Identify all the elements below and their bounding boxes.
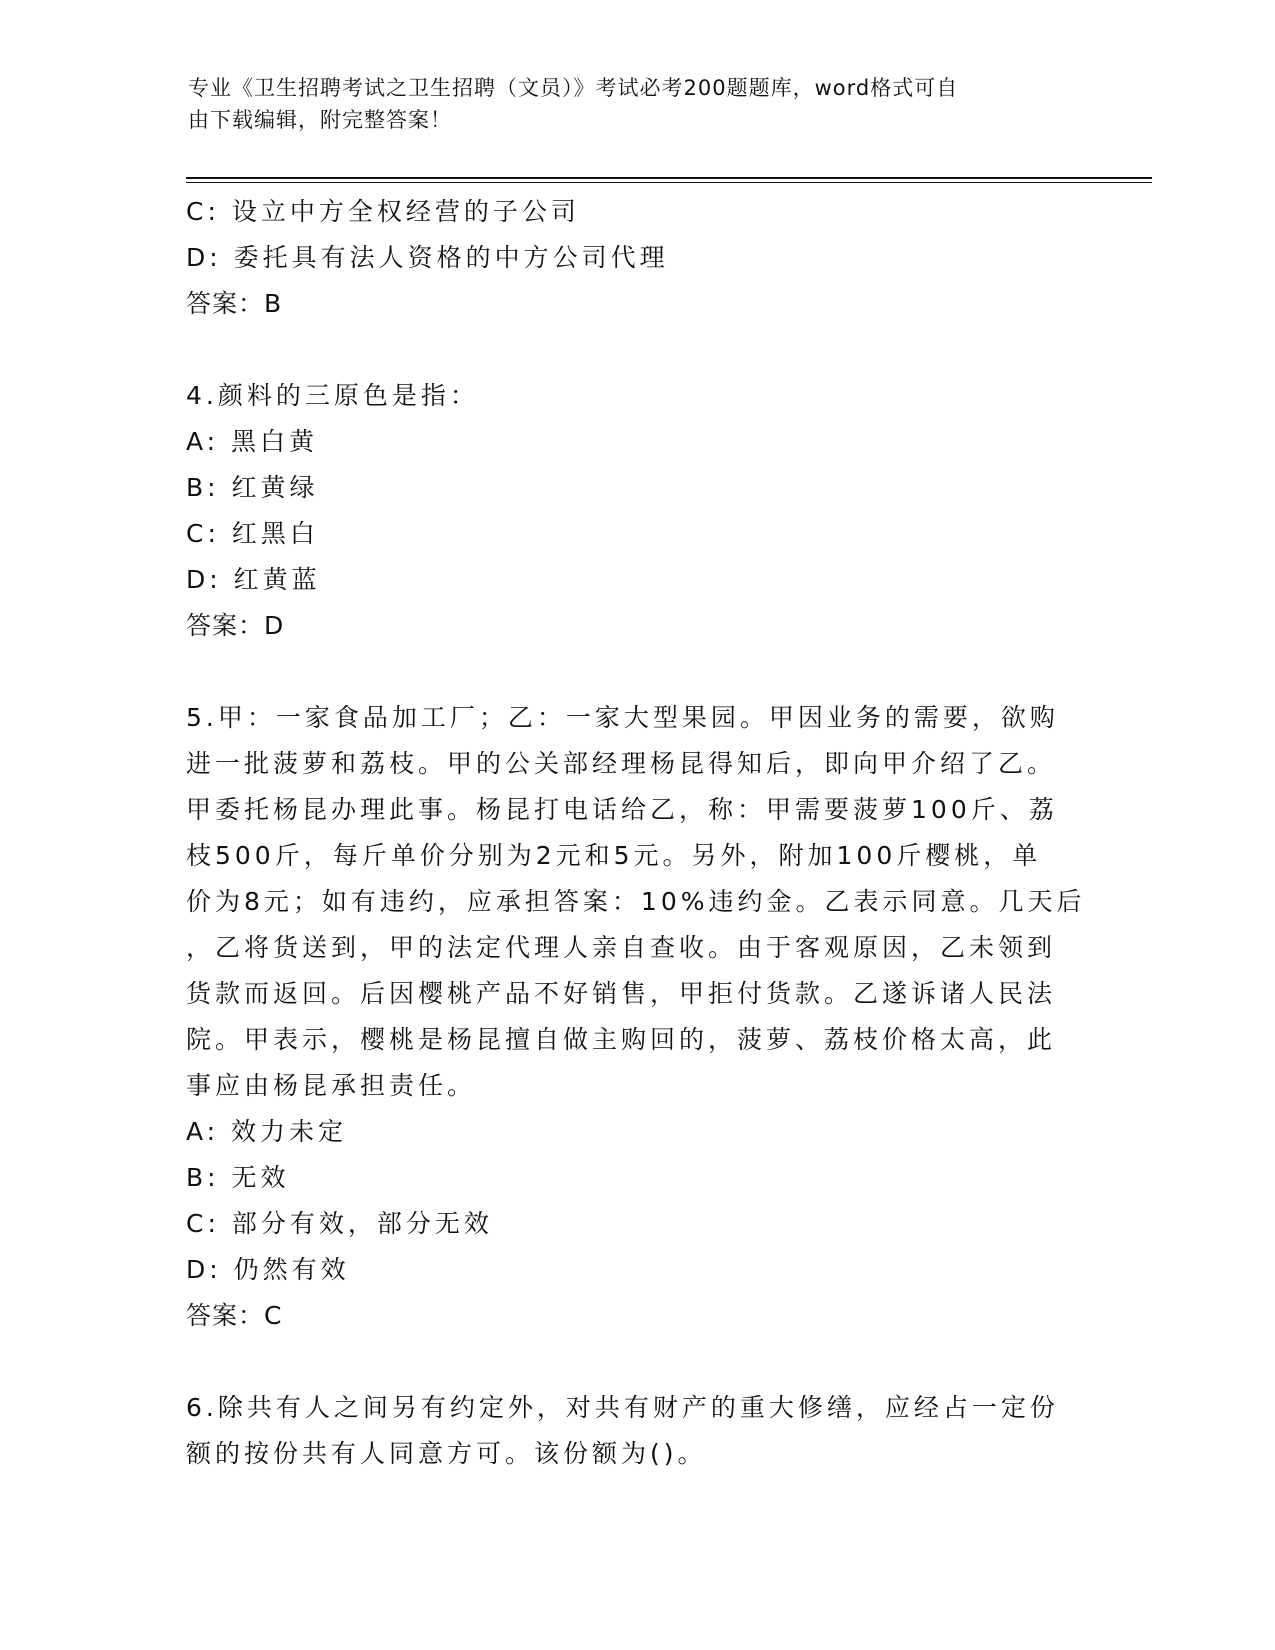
stem-line: 货款而返回。后因樱桃产品不好销售，甲拒付货款。乙遂诉诸人民法 (186, 979, 1057, 1008)
header-line: 由下载编辑，附完整答案！ (188, 108, 452, 132)
question-3 (186, 189, 1066, 327)
question-4 (186, 373, 1066, 649)
stem-line: 5.甲：一家食品加工厂；乙：一家大型果园。甲因业务的需要，欲购 (186, 703, 1059, 732)
option-c: C: 部分有效，部分无效 (186, 1209, 493, 1238)
option-a: A: 黑白黄 (186, 427, 319, 456)
spacer (186, 1339, 1066, 1385)
spacer (186, 649, 1066, 695)
question-stem (186, 1385, 1066, 1477)
stem-line: 额的按份共有人同意方可。该份额为()。 (186, 1439, 707, 1468)
header-divider-thin (186, 182, 1152, 183)
question-stem: 4.颜料的三原色是指： (186, 381, 479, 410)
spacer (186, 327, 1066, 373)
answer: 答案：D (186, 611, 285, 640)
answer: 答案：C (186, 1301, 283, 1330)
stem-line: 价为8元；如有违约，应承担答案：10%违约金。乙表示同意。几天后 (186, 887, 1086, 916)
option-c: C: 红黑白 (186, 519, 319, 548)
header-line: 专业《卫生招聘考试之卫生招聘（文员）》考试必考200题题库，word格式可自 (188, 76, 959, 100)
stem-line: ，乙将货送到，甲的法定代理人亲自查收。由于客观原因，乙未领到 (186, 933, 1057, 962)
option-b: B: 红黄绿 (186, 473, 319, 502)
option-c: C: 设立中方全权经营的子公司 (186, 197, 580, 226)
option-d: D: 仍然有效 (186, 1255, 350, 1284)
stem-line: 进一批菠萝和荔枝。甲的公关部经理杨昆得知后，即向甲介绍了乙。 (186, 749, 1057, 778)
stem-line: 甲委托杨昆办理此事。杨昆打电话给乙，称：甲需要菠萝100斤、荔 (186, 795, 1058, 824)
document-header (188, 72, 1068, 136)
question-5 (186, 695, 1086, 1339)
option-b: B: 无效 (186, 1163, 290, 1192)
answer: 答案：B (186, 289, 283, 318)
stem-line: 事应由杨昆承担责任。 (186, 1071, 477, 1100)
stem-line: 院。甲表示，樱桃是杨昆擅自做主购回的，菠萝、荔枝价格太高，此 (186, 1025, 1057, 1054)
stem-line: 6.除共有人之间另有约定外，对共有财产的重大修缮，应经占一定份 (186, 1393, 1059, 1422)
option-d: D: 红黄蓝 (186, 565, 321, 594)
option-d: D: 委托具有法人资格的中方公司代理 (186, 243, 669, 272)
header-divider (186, 177, 1152, 179)
option-a: A: 效力未定 (186, 1117, 348, 1146)
question-stem (186, 695, 1086, 1109)
question-list (186, 189, 1086, 1477)
stem-line: 枝500斤，每斤单价分别为2元和5元。另外，附加100斤樱桃，单 (186, 841, 1042, 870)
question-6 (186, 1385, 1066, 1477)
